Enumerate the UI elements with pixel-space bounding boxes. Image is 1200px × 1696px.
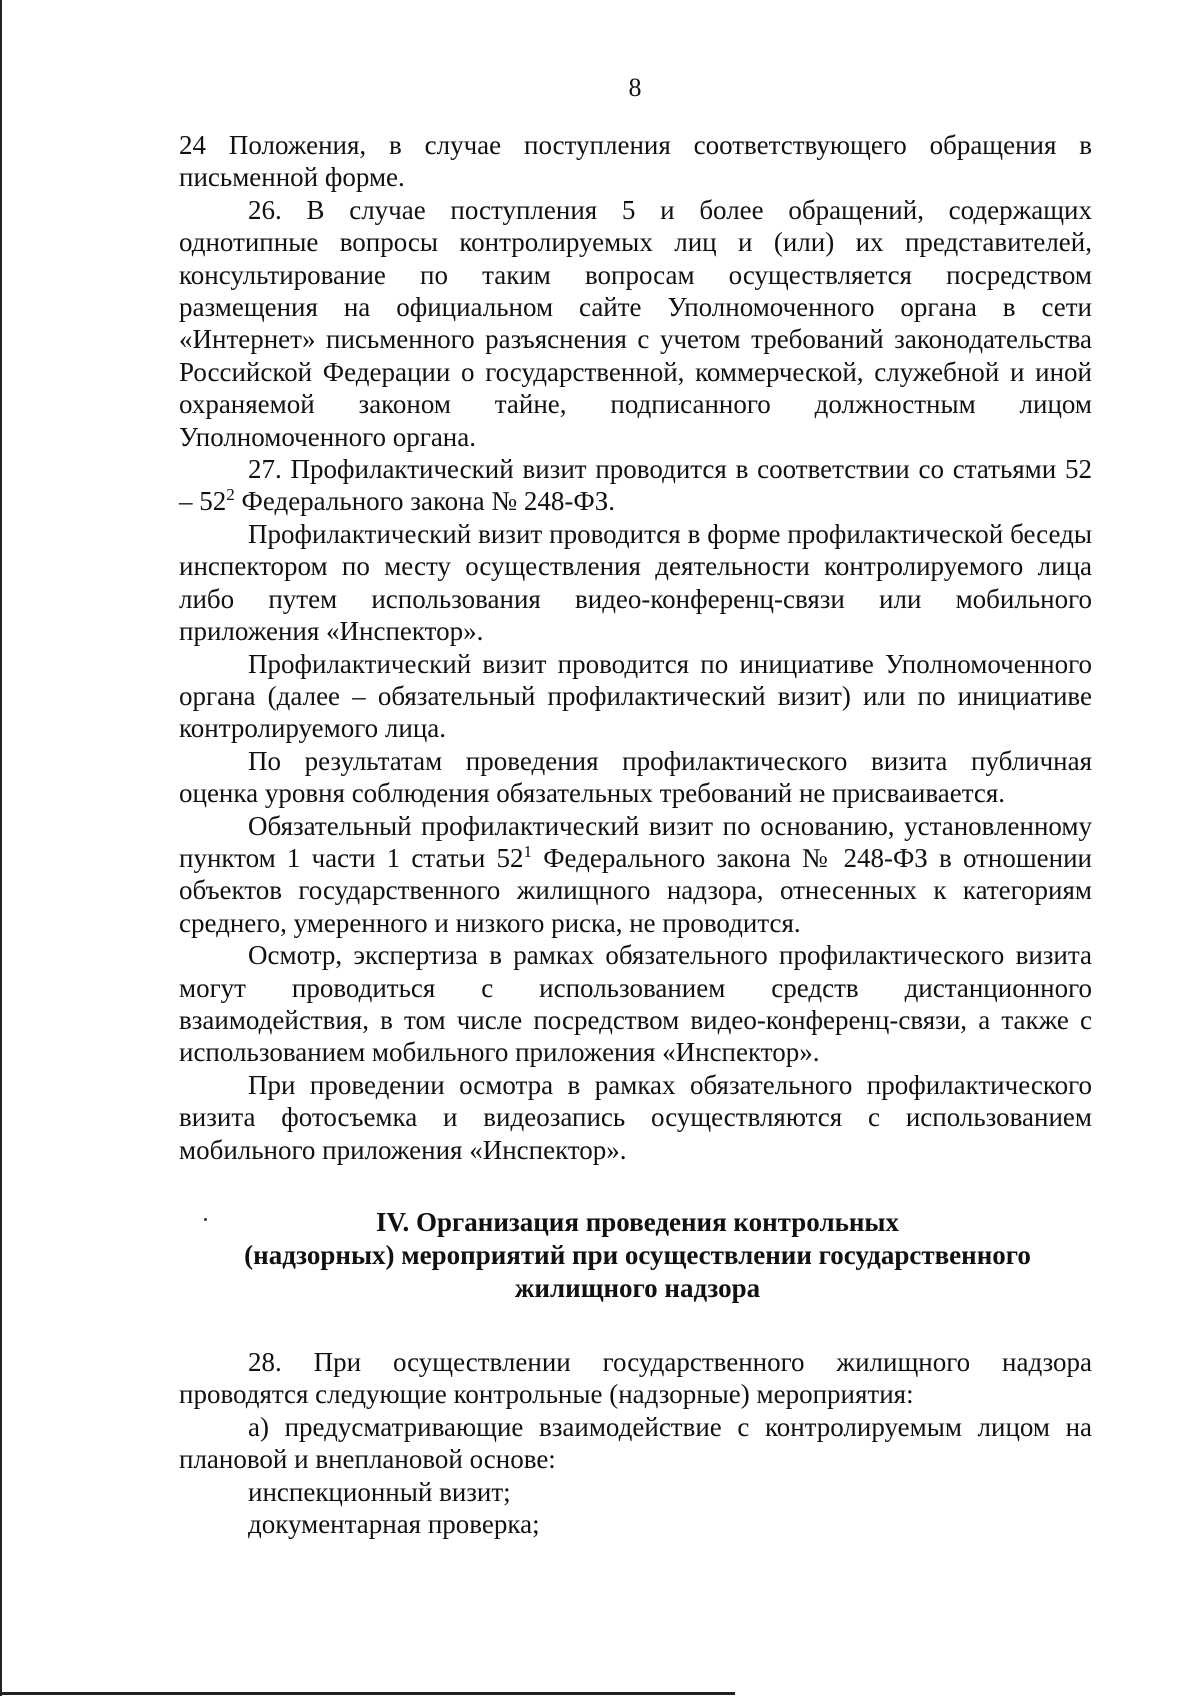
paragraph-27-text: 27. Профилактический визит проводится в соответствии со статьями 52 – 52 [179,454,1092,517]
section-heading-line: (надзорных) мероприятий при осуществлении государственного [244,1240,1031,1270]
paragraph-27 [179,453,1092,518]
paragraph-28a: а) предусматривающие взаимодействие с контролируемым лицом на плановой и внеплановой основе: [179,1411,1092,1475]
paragraph-visit-results: По результатам проведения профилактического визита публичная оценка уровня соблюдения обязательных требований не присваивается. [179,745,1092,809]
superscript: 1 [523,841,532,861]
paragraph-visit-form: Профилактический визит проводится в форме профилактической беседы инспектором по месту осуществления деятельности контролируемого лица либо путем использования видео-конференц-связи или мобильного приложения «Инспектор». [179,518,1092,647]
superscript: 2 [226,485,235,505]
scan-border-bottom [0,1692,735,1695]
document-body [179,129,1092,1540]
paragraph-photo-video: При проведении осмотра в рамках обязательного профилактического визита фотосъемка и видеозапись осуществляются с использованием мобильного приложения «Инспектор». [179,1069,1092,1165]
paragraph-inspection-remote: Осмотр, экспертиза в рамках обязательного профилактического визита могут проводиться с использованием средств дистанционного взаимодействия, в том числе посредством видео-конференц-связи, а также с использованием мобильного приложения «Инспектор». [179,940,1092,1068]
section-heading [179,1206,1092,1305]
paragraph-28: 28. При осуществлении государственного жилищного надзора проводятся следующие контрольные (надзорные) мероприятия: [179,1347,1092,1410]
section-heading-line: IV. Организация проведения контрольных [375,1207,900,1237]
page-number: 8 [628,73,642,102]
section-heading-line: жилищного надзора [514,1273,761,1303]
list-item: документарная проверка; [248,1509,540,1540]
paragraph-mandatory-text-end: Федерального закона № 248-ФЗ в отношении объектов государственного жилищного надзора, отнесенных к категориям среднего, умеренного и низкого риска, не проводится. [179,842,1092,938]
paragraph-26: 26. В случае поступления 5 и более обращений, содержащих однотипные вопросы контролируемых лиц и (или) их представителей, консультирование по таким вопросам осуществляется посредством размещения на официальном сайте Уполномоченного органа в сети «Интернет» письменного разъяснения с учетом требований законодательства Российской Федерации о государственной, коммерческой, служебной и иной охраняемой законом тайне, подписанного должностным лицом Уполномоченного органа. [179,194,1092,452]
paragraph-mandatory-text: Обязательный профилактический визит по основанию, установленному пунктом 1 части 1 статьи 52 [179,810,1092,873]
paragraph-27-text-end: Федерального закона № 248-ФЗ. [234,486,615,517]
paragraph-continuation: 24 Положения, в случае поступления соответствующего обращения в письменной форме. [179,130,1092,193]
scan-border-left [0,0,2,1696]
list-item: инспекционный визит; [248,1476,511,1507]
paragraph-mandatory-visit [179,810,1092,940]
paragraph-visit-initiative: Профилактический визит проводится по инициативе Уполномоченного органа (далее – обязательный профилактический визит) или по инициативе контролируемого лица. [179,648,1092,744]
